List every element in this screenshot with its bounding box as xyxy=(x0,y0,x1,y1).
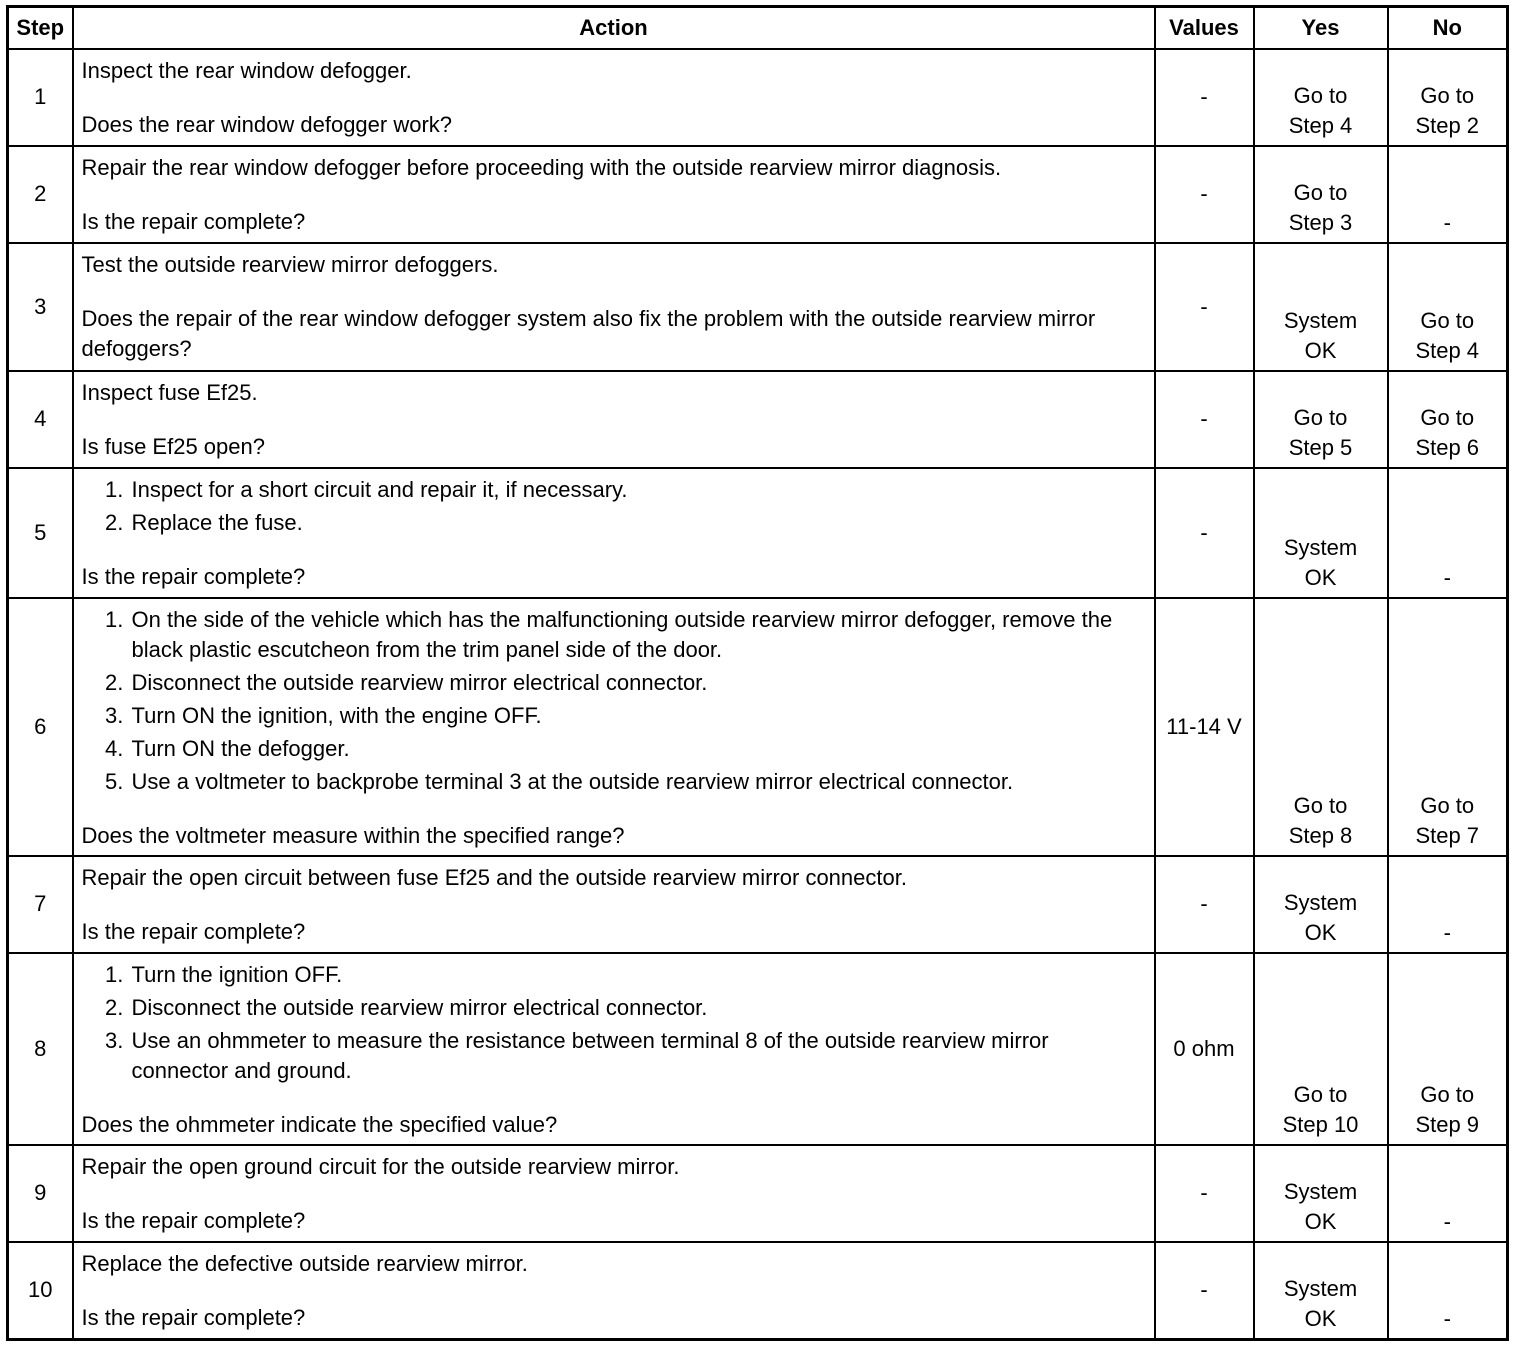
yes-cell: Go to Step 8 xyxy=(1254,598,1388,856)
header-yes: Yes xyxy=(1254,7,1388,49)
step-number: 5 xyxy=(8,468,73,598)
question-text: Is the repair complete? xyxy=(81,563,306,589)
action-text: Repair the open ground circuit for the outside rearview mirror. xyxy=(81,1153,680,1179)
header-no: No xyxy=(1388,7,1508,49)
yes-cell: System OK xyxy=(1254,1242,1388,1340)
action-step: 1. Turn the ignition OFF. xyxy=(130,960,1146,990)
action-step: 1. On the side of the vehicle which has the malfunctioning outside rearview mirror defogger, remove the black plastic escutcheon from the trim panel side of the door. xyxy=(130,605,1146,665)
no-cell: Go to Step 2 xyxy=(1388,49,1508,146)
table-row xyxy=(8,953,1508,1145)
value-cell: 0 ohm xyxy=(1155,953,1254,1145)
step-number: 10 xyxy=(8,1242,73,1340)
action-step: 1. Inspect for a short circuit and repair it, if necessary. xyxy=(130,475,1146,505)
action-cell xyxy=(73,243,1155,371)
no-cell: - xyxy=(1388,1242,1508,1340)
action-cell xyxy=(73,371,1155,468)
yes-cell: Go to Step 4 xyxy=(1254,49,1388,146)
action-step: 5. Use a voltmeter to backprobe terminal 3 at the outside rearview mirror electrical connector. xyxy=(130,767,1146,797)
table-row xyxy=(8,371,1508,468)
no-cell: - xyxy=(1388,1145,1508,1242)
yes-cell: System OK xyxy=(1254,856,1388,953)
action-text: Repair the rear window defogger before proceeding with the outside rearview mirror diagnosis. xyxy=(81,154,1002,180)
action-step: 2. Disconnect the outside rearview mirror electrical connector. xyxy=(130,993,1146,1023)
action-text: Inspect fuse Ef25. xyxy=(81,379,258,405)
action-cell xyxy=(73,1242,1155,1340)
question-text: Does the ohmmeter indicate the specified value? xyxy=(81,1111,558,1137)
yes-cell: System OK xyxy=(1254,1145,1388,1242)
table-row xyxy=(8,243,1508,371)
action-text: Test the outside rearview mirror defoggers. xyxy=(81,251,499,277)
no-cell: Go to Step 9 xyxy=(1388,953,1508,1145)
header-action: Action xyxy=(73,7,1155,49)
step-number: 7 xyxy=(8,856,73,953)
step-number: 2 xyxy=(8,146,73,243)
diagnostic-table xyxy=(6,5,1509,1341)
question-text: Does the voltmeter measure within the specified range? xyxy=(81,822,625,848)
action-steps-list xyxy=(82,605,1146,797)
value-cell: - xyxy=(1155,243,1254,371)
question-text: Is the repair complete? xyxy=(81,1304,306,1330)
yes-cell: Go to Step 5 xyxy=(1254,371,1388,468)
question-text: Is the repair complete? xyxy=(81,208,306,234)
no-cell: Go to Step 4 xyxy=(1388,243,1508,371)
no-cell: Go to Step 6 xyxy=(1388,371,1508,468)
action-cell xyxy=(73,598,1155,856)
action-step: 3. Use an ohmmeter to measure the resistance between terminal 8 of the outside rearview mirror connector and ground. xyxy=(130,1026,1146,1086)
action-text: Inspect the rear window defogger. xyxy=(81,57,412,83)
value-cell: - xyxy=(1155,856,1254,953)
question-text: Is the repair complete? xyxy=(81,1207,306,1233)
action-steps-list xyxy=(82,475,1146,538)
yes-cell: System OK xyxy=(1254,243,1388,371)
header-row xyxy=(8,7,1508,49)
step-number: 8 xyxy=(8,953,73,1145)
table-row xyxy=(8,1145,1508,1242)
action-step: 3. Turn ON the ignition, with the engine OFF. xyxy=(130,701,1146,731)
question-text: Is the repair complete? xyxy=(81,918,306,944)
action-text: Replace the defective outside rearview mirror. xyxy=(81,1250,528,1276)
no-cell: - xyxy=(1388,146,1508,243)
step-number: 1 xyxy=(8,49,73,146)
value-cell: 11-14 V xyxy=(1155,598,1254,856)
table-row xyxy=(8,856,1508,953)
value-cell: - xyxy=(1155,468,1254,598)
action-cell xyxy=(73,856,1155,953)
table-row xyxy=(8,598,1508,856)
no-cell: - xyxy=(1388,856,1508,953)
value-cell: - xyxy=(1155,1145,1254,1242)
action-cell xyxy=(73,49,1155,146)
step-number: 3 xyxy=(8,243,73,371)
table-row xyxy=(8,49,1508,146)
value-cell: - xyxy=(1155,146,1254,243)
table-row xyxy=(8,1242,1508,1340)
yes-cell: System OK xyxy=(1254,468,1388,598)
action-cell xyxy=(73,146,1155,243)
step-number: 6 xyxy=(8,598,73,856)
question-text: Is fuse Ef25 open? xyxy=(81,433,265,459)
action-step: 4. Turn ON the defogger. xyxy=(130,734,1146,764)
no-cell: Go to Step 7 xyxy=(1388,598,1508,856)
header-values: Values xyxy=(1155,7,1254,49)
no-cell: - xyxy=(1388,468,1508,598)
value-cell: - xyxy=(1155,1242,1254,1340)
action-step: 2. Replace the fuse. xyxy=(130,508,1146,538)
action-cell xyxy=(73,953,1155,1145)
action-cell xyxy=(73,468,1155,598)
yes-cell: Go to Step 10 xyxy=(1254,953,1388,1145)
table-row xyxy=(8,146,1508,243)
action-cell xyxy=(73,1145,1155,1242)
question-text: Does the repair of the rear window defogger system also fix the problem with the outside rearview mirror defoggers? xyxy=(81,305,1096,361)
action-steps-list xyxy=(82,960,1146,1086)
question-text: Does the rear window defogger work? xyxy=(81,111,453,137)
step-number: 9 xyxy=(8,1145,73,1242)
yes-cell: Go to Step 3 xyxy=(1254,146,1388,243)
step-number: 4 xyxy=(8,371,73,468)
value-cell: - xyxy=(1155,371,1254,468)
value-cell: - xyxy=(1155,49,1254,146)
action-step: 2. Disconnect the outside rearview mirror electrical connector. xyxy=(130,668,1146,698)
header-step: Step xyxy=(8,7,73,49)
action-text: Repair the open circuit between fuse Ef25 and the outside rearview mirror connector. xyxy=(81,864,907,890)
table-row xyxy=(8,468,1508,598)
